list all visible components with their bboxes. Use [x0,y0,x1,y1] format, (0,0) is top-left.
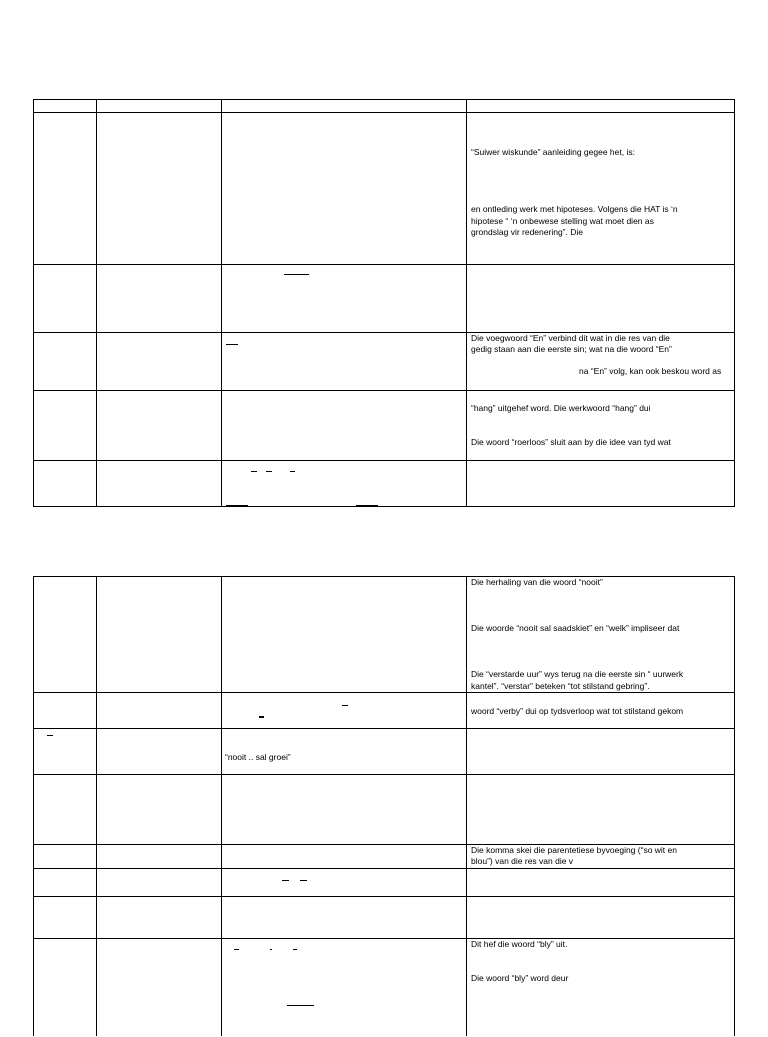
table-row [34,728,734,774]
cell-text: gedig staan aan die eerste sin; wat na die woord “En” [471,344,672,354]
cell-text: na “En” volg, kan ook beskou word as [579,366,722,376]
cell-text: en ontleding werk met hipoteses. Volgens die HAT is ‘n [471,204,678,214]
table-row [34,460,734,508]
table-row [34,112,734,264]
dash-mark [234,949,239,950]
dash-mark [259,716,264,718]
cell-text: “hang” uitgehef word. Die werkwoord “hang” dui [471,403,651,413]
table-row [34,332,734,390]
cell-text: hipotese “ ‘n onbewese stelling wat moet dien as [471,216,654,226]
dash-mark [300,880,307,881]
dash-mark [342,705,348,706]
dash-mark [293,949,297,950]
underline-mark [356,505,378,506]
cell-text: woord “verby” dui op tydsverloop wat tot stilstand gekom [471,706,684,716]
dash-mark [47,735,53,736]
cell-text: Die woorde “nooit sal saadskiet” en “welk” impliseer dat [471,623,680,633]
dash-mark [290,471,295,472]
table-row [34,390,734,460]
underline-mark [226,344,238,345]
cell-text: Die voegwoord “En” verbind dit wat in die res van die [471,333,670,343]
cell-text: Dit hef die woord “bly” uit. [471,939,568,949]
cell-text: blou”) van die res van die v [471,856,574,866]
table-1 [33,99,735,507]
cell-text: “Suiwer wiskunde” aanleiding gegee het, is: [471,147,635,157]
table-row [34,774,734,844]
dash-mark [266,471,272,472]
cell-text: “nooit .. sal groei” [225,752,291,762]
cell-text: Die woord “bly” word deur [471,973,569,983]
table-row [34,938,734,1037]
cell-text: kantel”. “verstar” beteken “tot stilstand gebring”. [471,681,650,691]
cell-text: Die herhaling van die woord “nooit” [471,577,603,587]
underline-mark [226,505,248,506]
table-row [34,264,734,332]
cell-text: grondslag vir redenering”. Die [471,227,583,237]
table-row [34,577,734,692]
dash-mark [282,880,289,881]
dash-mark [270,949,272,950]
cell-text: Die komma skei die parentetiese byvoeging (“so wit en [471,845,677,855]
cell-text: Die “verstarde uur” wys terug na die eerste sin “ uurwerk [471,669,684,679]
table-2 [33,576,735,1036]
underline-mark [284,274,309,275]
table-row [34,896,734,938]
underline-mark [287,1005,314,1006]
table-row [34,692,734,728]
cell-text: Die woord “roerloos” sluit aan by die idee van tyd wat [471,437,671,447]
table-row [34,100,734,112]
dash-mark [251,471,257,472]
table-row [34,868,734,896]
table-row [34,844,734,868]
